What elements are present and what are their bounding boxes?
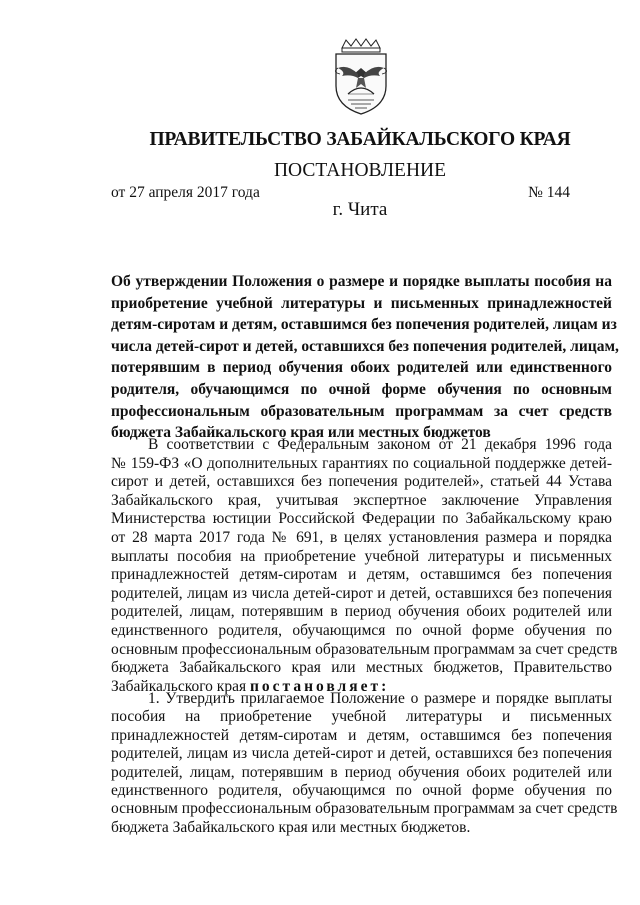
- paragraph-line: основным профессиональным образовательным программам за счет средств: [111, 640, 618, 658]
- paragraph-line: принадлежностей детям-сиротам и детям, оставшимся без попечения: [111, 566, 612, 584]
- paragraph-line: бюджета Забайкальского края или местных бюджетов.: [111, 818, 471, 836]
- document-number: № 144: [528, 184, 570, 201]
- title-line: числа детей-сирот и детей, оставшихся без попечения родителей, лицам,: [111, 337, 619, 355]
- title-line: Об утверждении Положения о размере и порядке выплаты пособия на: [111, 273, 612, 290]
- paragraph-line: В соответствии с Федеральным законом от 21 декабря 1996 года: [148, 436, 612, 453]
- paragraph-line: пособия на приобретение учебной литературы и письменных: [111, 708, 612, 726]
- paragraph-line: основным профессиональным образовательным программам за счет средств: [111, 800, 618, 818]
- document-type: ПОСТАНОВЛЕНИЕ: [273, 160, 447, 181]
- document-title: [111, 271, 619, 444]
- coat-of-arms-icon: [318, 38, 404, 118]
- decree-keyword: постановляет:: [249, 677, 390, 695]
- paragraph-line: 1. Утвердить прилагаемое Положение о размере и порядке выплаты: [148, 690, 612, 707]
- title-line: профессиональным образовательным программам за счет средств: [111, 402, 612, 420]
- title-line: детям-сиротам и детям, оставшимся без попечения родителей, лицам из: [111, 316, 617, 334]
- paragraph-line: родителей, лицам, потерявшим в период обучения обоих родителей или: [111, 603, 612, 621]
- paragraph-line: родителей, лицам, потерявшим в период обучения обоих родителей или: [111, 763, 612, 781]
- preamble-paragraph: [111, 436, 618, 696]
- paragraph-line: Забайкальского края, учитывая экспертное заключение Управления: [111, 491, 612, 509]
- organization-title: ПРАВИТЕЛЬСТВО ЗАБАЙКАЛЬСКОГО КРАЯ: [149, 129, 571, 150]
- paragraph-line: родителей, лицам из числа детей-сирот и детей, оставшихся без попечения: [111, 584, 612, 602]
- document-city: г. Чита: [332, 199, 388, 220]
- title-line: родителя, обучающимся по очной форме обучения по основным: [111, 380, 612, 398]
- paragraph-line: принадлежностей детям-сиротам и детям, оставшимся без попечения: [111, 726, 612, 744]
- clause-1-paragraph: [111, 690, 618, 837]
- paragraph-line-prefix: Забайкальского края: [111, 677, 250, 695]
- paragraph-line: № 159-ФЗ «О дополнительных гарантиях по социальной поддержке детей-: [111, 454, 612, 472]
- title-line: бюджета Забайкальского края или местных бюджетов: [111, 424, 491, 442]
- paragraph-line: единственного родителя, обучающимся по очной форме обучения по: [111, 782, 612, 800]
- paragraph-line: от 28 марта 2017 года № 691, в целях установления размера и порядка: [111, 528, 612, 546]
- title-line: потерявшим в период обучения обоих родителей или единственного: [111, 359, 612, 377]
- paragraph-line: Министерства юстиции Российской Федерации по Забайкальскому краю: [111, 510, 612, 528]
- paragraph-line: сирот и детей, оставшихся без попечения родителей», статьей 44 Устава: [111, 473, 612, 491]
- title-line: приобретение учебной литературы и письменных принадлежностей: [111, 294, 612, 312]
- paragraph-line: родителей, лицам из числа детей-сирот и детей, оставшихся без попечения: [111, 745, 612, 763]
- paragraph-line: бюджета Забайкальского края или местных бюджетов, Правительство: [111, 659, 612, 677]
- document-date: от 27 апреля 2017 года: [111, 184, 260, 201]
- paragraph-line: выплаты пособия на приобретение учебной литературы и письменных: [111, 547, 612, 565]
- paragraph-line: единственного родителя, обучающимся по очной форме обучения по: [111, 621, 612, 639]
